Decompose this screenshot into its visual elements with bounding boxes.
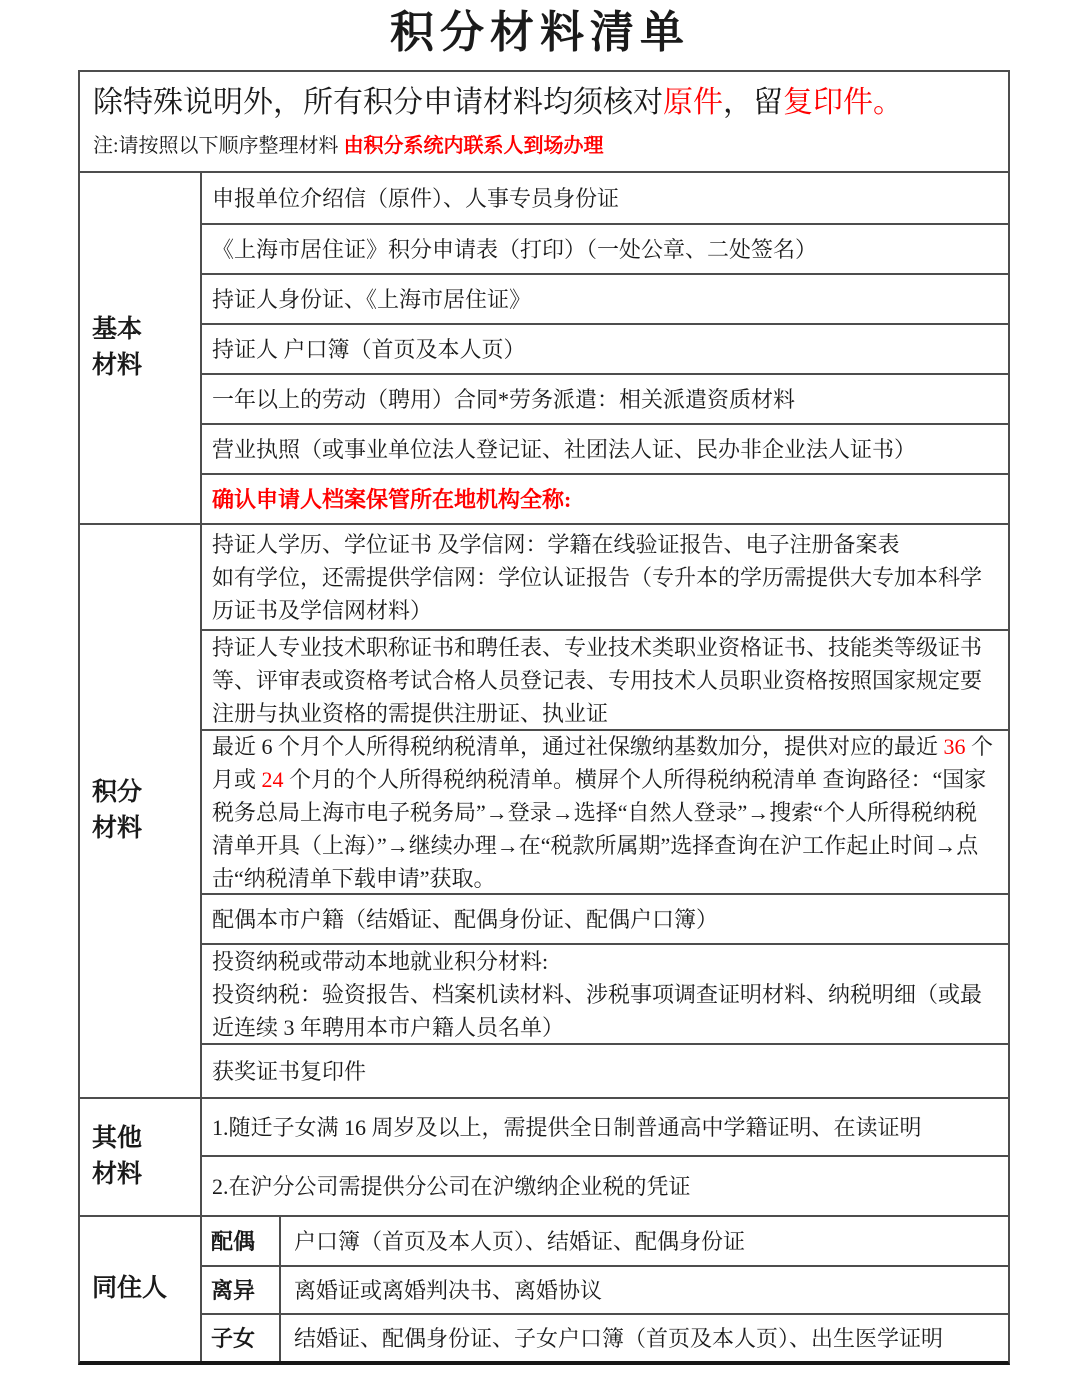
label-line: 材料 — [92, 1161, 143, 1188]
row-text: 确认申请人档案保管所在地机构全称: — [212, 486, 572, 512]
note-segment: 注:请按照以下顺序整理材料 — [93, 135, 344, 157]
section-rows — [202, 173, 1008, 523]
section-label-points — [80, 525, 202, 1097]
row-text: 个月的个人所得税纳税清单。横屏个人所得税纳税清单 查询路径：“国家税务总局上海市电子税务局”→登录→选择“自然人登录”→搜索“个人所得税纳税清单开具（上海）”→继续办理→在“税款所属期”选择查询在沪工作起止时间→点击“纳税清单下载申请”获取。 — [212, 766, 987, 891]
row-text-months-36: 36 — [943, 733, 966, 759]
row-text: 离婚证或离婚判决书、离婚协议 — [294, 1277, 603, 1303]
subrow-label-spouse: 配偶 — [202, 1217, 281, 1265]
row-text: 一年以上的劳动（聘用）合同*劳务派遣：相关派遣资质材料 — [212, 386, 796, 412]
table-header-cell — [80, 72, 1008, 171]
table-row — [202, 273, 1008, 323]
note-segment-red: 由积分系统内联系人到场办理 — [343, 135, 604, 157]
table-row-children-school — [202, 1099, 1008, 1155]
row-text: 最近 6 个月个人所得税纳税清单，通过社保缴纳基数加分，提供对应的最近 — [212, 733, 944, 759]
section-basic-materials — [80, 171, 1008, 523]
row-text: 申报单位介绍信（原件）、人事专员身份证 — [212, 185, 620, 211]
page-title: 积分材料清单 — [390, 8, 690, 57]
materials-table — [78, 70, 1010, 1365]
row-text: 结婚证、配偶身份证、子女户口簿（首页及本人页）、出生医学证明 — [294, 1325, 944, 1351]
row-text: 持证人身份证、《上海市居住证》 — [212, 286, 532, 312]
row-text: 获奖证书复印件 — [212, 1058, 367, 1084]
table-row-professional-title — [202, 629, 1008, 729]
table-row-investment-tax — [202, 943, 1008, 1043]
row-text: 1.随迁子女满 16 周岁及以上，需提供全日制普通高中学籍证明、在读证明 — [212, 1114, 922, 1140]
row-text: 持证人 户口簿（首页及本人页） — [212, 336, 526, 362]
label-line: 同住人 — [92, 1275, 168, 1302]
subrow-label-children: 子女 — [202, 1315, 281, 1361]
label-line: 基本 — [92, 316, 143, 343]
row-text: 《上海市居住证》积分申请表（打印）（一处公章、二处签名） — [212, 236, 818, 262]
table-row-archive-confirmation — [202, 473, 1008, 523]
row-text: 2.在沪分公司需提供分公司在沪缴纳企业税的凭证 — [212, 1173, 691, 1199]
row-text: 户口簿（首页及本人页）、结婚证、配偶身份证 — [294, 1228, 746, 1254]
header-segment: 除特殊说明外，所有积分申请材料均须核对 — [93, 86, 663, 119]
row-text: 如有学位，还需提供学信网：学位认证报告（专升本的学历需提供大专加本科学历证书及学信网材料） — [212, 564, 983, 623]
row-text: 个月或 — [212, 733, 994, 792]
row-text: 营业执照（或事业单位法人登记证、社团法人证、民办非企业法人证书） — [212, 436, 917, 462]
table-row — [202, 423, 1008, 473]
label-line: 材料 — [92, 352, 143, 379]
section-label-basic — [80, 173, 202, 523]
section-cohabitants — [80, 1215, 1008, 1361]
row-text: 投资纳税：验资报告、档案机读材料、涉税事项调查证明材料、纳税明细（或最近连续 3 年聘用本市户籍人员名单） — [212, 981, 983, 1040]
label-line: 其他 — [92, 1125, 143, 1152]
table-row-spouse-household — [202, 893, 1008, 943]
table-row-spouse — [202, 1217, 1008, 1265]
row-text: 投资纳税或带动本地就业积分材料: — [212, 948, 549, 974]
subrow-label-divorced: 离异 — [202, 1267, 281, 1313]
header-segment: ，留 — [723, 86, 783, 119]
table-row-award-certificate — [202, 1043, 1008, 1097]
section-rows — [202, 1099, 1008, 1215]
section-label-cohabitants — [80, 1217, 202, 1361]
row-text: 持证人专业技术职称证书和聘任表、专业技术类职业资格证书、技能类等级证书等、评审表或资格考试合格人员登记表、专用技术人员职业资格按照国家规定要注册与执业资格的需提供注册证、执业证 — [212, 634, 983, 726]
table-row-divorced — [202, 1265, 1008, 1313]
section-rows — [202, 1217, 1008, 1361]
table-row — [202, 173, 1008, 223]
header-segment-copy-red: 复印件。 — [783, 86, 903, 119]
header-segment-original-red: 原件 — [663, 86, 723, 119]
row-text: 配偶本市户籍（结婚证、配偶身份证、配偶户口簿） — [212, 906, 719, 932]
section-label-other — [80, 1099, 202, 1215]
header-main-text — [93, 80, 994, 126]
table-row-education — [202, 525, 1008, 629]
section-rows — [202, 525, 1008, 1097]
table-row — [202, 323, 1008, 373]
table-row-branch-company-tax — [202, 1155, 1008, 1215]
table-row-children — [202, 1313, 1008, 1361]
table-row — [202, 373, 1008, 423]
section-other-materials — [80, 1097, 1008, 1215]
row-text: 持证人学历、学位证书 及学信网：学籍在线验证报告、电子注册备案表 — [212, 531, 900, 557]
header-note-text — [93, 131, 994, 161]
label-line: 材料 — [92, 815, 143, 842]
table-row-tax-statement — [202, 729, 1008, 893]
label-line: 积分 — [92, 779, 143, 806]
section-points-materials — [80, 523, 1008, 1097]
table-row — [202, 223, 1008, 273]
row-text-months-24: 24 — [261, 766, 284, 792]
